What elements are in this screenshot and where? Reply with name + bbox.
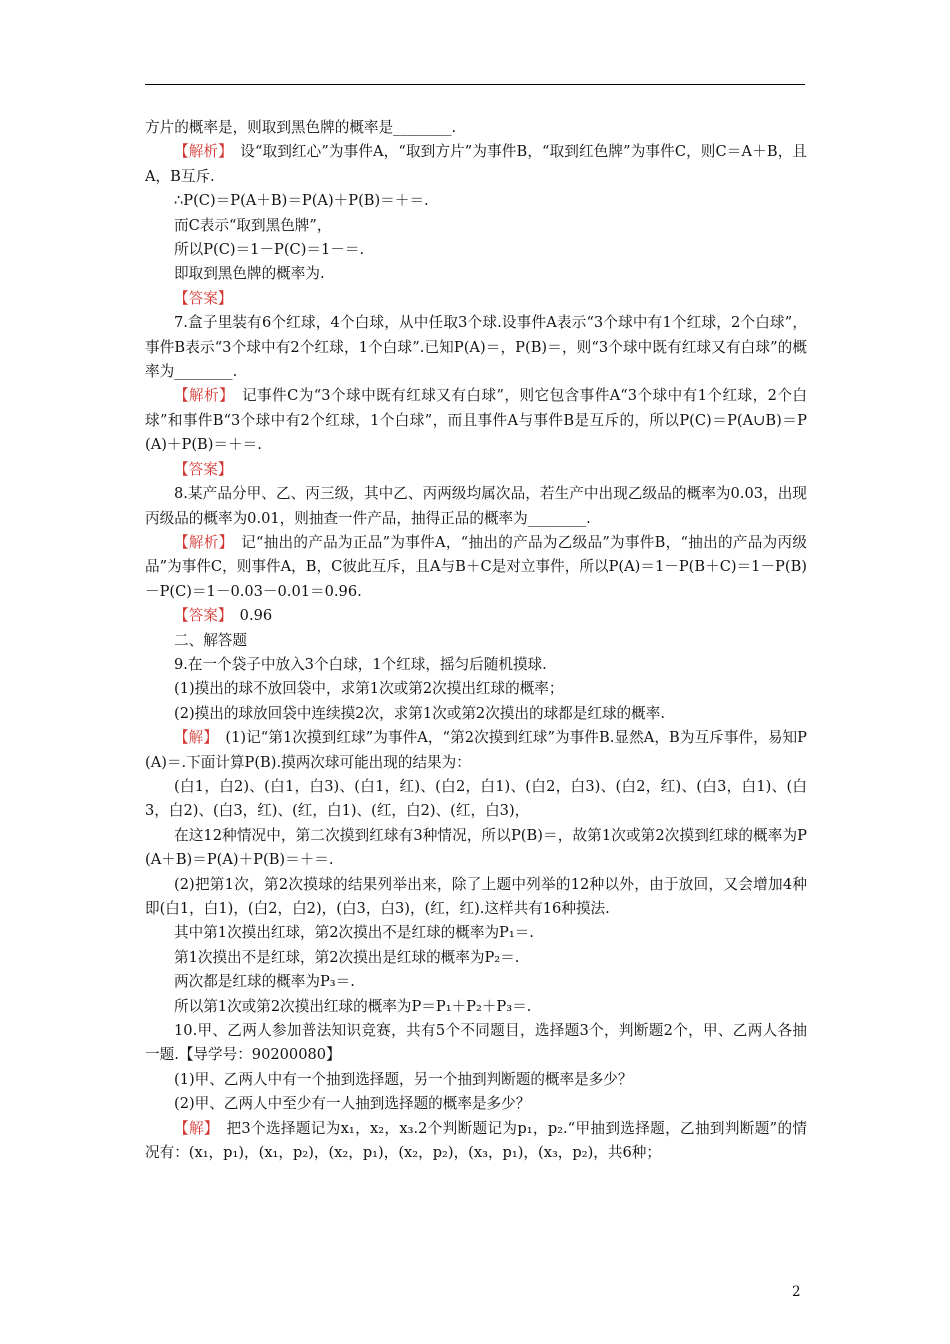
paragraph-text: (1)记“第1次摸到红球”为事件A，“第2次摸到红球”为事件B.显然A，B为互斥事件，易知P(A)＝.下面计算P(B).摸两次球可能出现的结果为： xyxy=(145,729,808,771)
paragraph-text: 在这12种情况中，第二次摸到红球有3种情况，所以P(B)＝，故第1次或第2次摸到红球的概率为P(A＋B)＝P(A)＋P(B)＝＋＝. xyxy=(145,826,807,869)
paragraph xyxy=(145,458,807,482)
paragraph-text: 记“抽出的产品为正品”为事件A，“抽出的产品为乙级品”为事件B，“抽出的产品为丙级品”为事件C，则事件A，B，C彼此互斥，且A与B＋C是对立事件，所以P(A)＝1－P(B＋C)＝1－P(B)－P(C)＝1－0.03－0.01＝0.96. xyxy=(145,533,808,600)
paragraph-text: 7.盒子里装有6个红球，4个白球，从中任取3个球.设事件A表示“3个球中有1个红球，2个白球”，事件B表示“3个球中有2个红球，1个白球”.已知P(A)＝，P(B)＝，则“3个球中既有红球又有白球”的概率为________. xyxy=(145,314,807,381)
paragraph xyxy=(145,1092,807,1116)
paragraph-text: 而C表示“取到黑色牌”， xyxy=(174,216,332,234)
paragraph xyxy=(145,970,807,994)
paragraph-text: 方片的概率是，则取到黑色牌的概率是________. xyxy=(145,119,457,136)
paragraph-text: 9.在一个袋子中放入3个白球，1个红球，摇匀后随机摸球. xyxy=(174,655,547,673)
paragraph-text: ∴P(C)＝P(A＋B)＝P(A)＋P(B)＝＋＝. xyxy=(174,192,429,210)
paragraph-text: 第1次摸出不是红球，第2次摸出是红球的概率为P₂＝. xyxy=(174,948,520,966)
paragraph xyxy=(145,995,807,1019)
paragraph xyxy=(145,311,807,384)
paragraph-text: (2)甲、乙两人中至少有一人抽到选择题的概率是多少？ xyxy=(174,1095,531,1113)
paragraph xyxy=(145,1019,807,1068)
paragraph xyxy=(145,262,807,286)
page-number: 2 xyxy=(792,1284,801,1300)
section-tag: 【解析】 xyxy=(174,533,227,551)
paragraph xyxy=(145,116,807,140)
paragraph-text: (1)摸出的球不放回袋中，求第1次或第2次摸出红球的概率； xyxy=(174,680,564,698)
paragraph-text: 把3个选择题记为x₁，x₂，x₃.2个判断题记为p₁，p₂.“甲抽到选择题，乙抽到判断题”的情况有：(x₁，p₁)，(x₁，p₂)，(x₂，p₁)，(x₂，p₂)，(x₃，p₁)，(x₃，p₂)，共6种； xyxy=(145,1119,807,1162)
paragraph-text: 所以P(C)＝1－P(C)＝1－＝. xyxy=(174,241,365,259)
paragraph xyxy=(145,726,807,775)
paragraph-text: 0.96 xyxy=(225,607,273,625)
section-tag: 【解析】 xyxy=(174,143,226,161)
paragraph xyxy=(145,384,807,457)
paragraph xyxy=(145,189,807,213)
paragraph-text: 即取到黑色牌的概率为. xyxy=(174,265,325,283)
paragraph-text: 10.甲、乙两人参加普法知识竞赛，共有5个不同题目，选择题3个，判断题2个，甲、乙两人各抽一题.【导学号：90200080】 xyxy=(145,1022,807,1064)
paragraph-text: 8.某产品分甲、乙、丙三级，其中乙、丙两级均属次品，若生产中出现乙级品的概率为0.03，出现丙级品的概率为0.01，则抽查一件产品，抽得正品的概率为________. xyxy=(145,485,807,527)
paragraph xyxy=(145,702,807,726)
paragraph xyxy=(145,873,807,922)
section-tag: 【解析】 xyxy=(174,387,227,405)
paragraph-text: 记事件C为“3个球中既有红球又有白球”，则它包含事件A“3个球中有1个红球，2个白球”和事件B“3个球中有2个红球，1个白球”，而且事件A与事件B是互斥的，所以P(C)＝P(A∪B)＝P(A)＋P(B)＝＋＝. xyxy=(145,387,808,454)
paragraph xyxy=(145,921,807,945)
paragraph xyxy=(145,238,807,262)
paragraph xyxy=(145,287,807,311)
paragraph xyxy=(145,531,807,604)
section-tag: 【答案】 xyxy=(174,289,233,307)
paragraph-text: 设“取到红心”为事件A，“取到方片”为事件B，“取到红色牌”为事件C，则C＝A＋B，且A，B互斥. xyxy=(145,143,807,185)
section-tag: 【答案】 xyxy=(174,460,233,478)
paragraph-text: 其中第1次摸出红球，第2次摸出不是红球的概率为P₁＝. xyxy=(174,924,534,942)
paragraph-text: 两次都是红球的概率为P₃＝. xyxy=(174,973,355,991)
section-tag: 【答案】 xyxy=(174,607,226,625)
paragraph xyxy=(145,1117,807,1166)
section-tag: 【解】 xyxy=(174,729,211,747)
paragraph-text: 所以第1次或第2次摸出红球的概率为P＝P₁＋P₂＋P₃＝. xyxy=(174,997,532,1015)
header-rule xyxy=(145,84,805,85)
paragraph-text: (白1，白2)、(白1，白3)、(白1，红)、(白2，白1)、(白2，白3)、(白2，红)、(白3，白1)、(白3，白2)、(白3，红)、(红，白1)、(红，白2)、(红，白3)， xyxy=(145,777,807,820)
paragraph-text: 二、解答题 xyxy=(174,631,247,649)
paragraph-text: (2)摸出的球放回袋中连续摸2次，求第1次或第2次摸出的球都是红球的概率. xyxy=(174,704,665,722)
paragraph xyxy=(145,653,807,677)
paragraph-text: (1)甲、乙两人中有一个抽到选择题，另一个抽到判断题的概率是多少？ xyxy=(174,1070,633,1088)
section-tag: 【解】 xyxy=(174,1119,212,1137)
paragraph xyxy=(145,946,807,970)
paragraph xyxy=(145,140,807,189)
paragraph xyxy=(145,482,807,531)
paragraph xyxy=(145,1068,807,1092)
paragraph xyxy=(145,604,807,628)
page-content xyxy=(145,116,807,1165)
paragraph xyxy=(145,775,807,824)
paragraph xyxy=(145,824,807,873)
paragraph-text: (2)把第1次，第2次摸球的结果列举出来，除了上题中列举的12种以外，由于放回，又会增加4种即(白1，白1)，(白2，白2)，(白3，白3)，(红，红).这样共有16种摸法. xyxy=(145,875,807,917)
paragraph xyxy=(145,677,807,701)
paragraph xyxy=(145,629,807,653)
paragraph xyxy=(145,214,807,238)
